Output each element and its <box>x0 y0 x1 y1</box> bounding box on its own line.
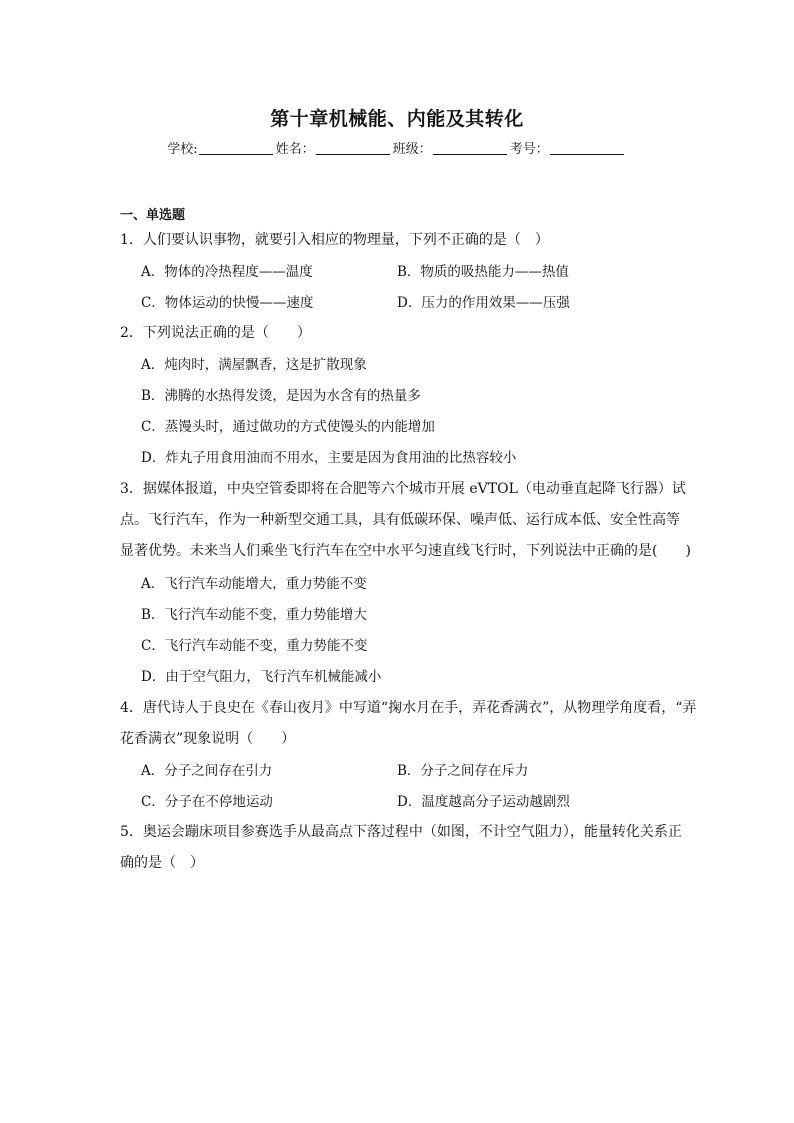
q3-option-d: D．由于空气阻力，飞行汽车机械能减小 <box>141 669 382 685</box>
question-4-stem-line-1: 4．唐代诗人于良史在《春山夜月》中写道“掬水月在手，弄花香满衣”，从物理学角度看，“弄 <box>120 700 697 716</box>
q1-option-c: C．物体运动的快慢——速度 <box>141 295 314 311</box>
q1-option-a: A．物体的冷热程度——温度 <box>141 264 313 280</box>
question-3-stem-line-3: 显著优势。未来当人们乘坐飞行汽车在空中水平匀速直线飞行时，下列说法中正确的是( ) <box>120 543 691 559</box>
class-blank <box>433 142 507 155</box>
q2-option-c: C．蒸馒头时，通过做功的方式使馒头的内能增加 <box>141 419 435 435</box>
page-title: 第十章机械能、内能及其转化 <box>270 108 524 130</box>
q2-option-d: D．炸丸子用食用油而不用水，主要是因为食用油的比热容较小 <box>141 450 517 466</box>
q1-option-d: D．压力的作用效果——压强 <box>397 295 570 311</box>
question-5-stem-line-1: 5．奥运会蹦床项目参赛选手从最高点下落过程中（如图，不计空气阻力），能量转化关系正 <box>120 824 682 840</box>
q3-option-c: C．飞行汽车动能不变，重力势能不变 <box>141 638 368 654</box>
question-1-stem: 1．人们要认识事物，就要引入相应的物理量，下列不正确的是（ ） <box>120 232 549 248</box>
q2-option-a: A．炖肉时，满屋飘香，这是扩散现象 <box>141 357 367 373</box>
name-blank <box>316 142 390 155</box>
question-4-stem-line-2: 花香满衣”现象说明（ ） <box>120 731 296 747</box>
q1-option-b: B．物质的吸热能力——热值 <box>397 264 569 280</box>
student-info-line <box>0 138 794 157</box>
section-heading: 一、单选题 <box>120 208 186 223</box>
school-blank <box>199 142 273 155</box>
number-label: 考号： <box>509 142 549 157</box>
question-3-stem-line-1: 3．据媒体报道，中央空管委即将在合肥等六个城市开展 eVTOL（电动垂直起降飞行器）试 <box>120 481 686 497</box>
q4-option-c: C．分子在不停地运动 <box>141 794 273 810</box>
q3-option-b: B．飞行汽车动能不变，重力势能增大 <box>141 607 367 623</box>
number-blank <box>550 142 624 155</box>
question-2-stem: 2．下列说法正确的是（ ） <box>120 325 311 341</box>
q4-option-b: B．分子之间存在斥力 <box>397 763 529 779</box>
q3-option-a: A．飞行汽车动能增大，重力势能不变 <box>141 576 367 592</box>
q4-option-d: D．温度越高分子运动越剧烈 <box>397 794 570 810</box>
question-3-stem-line-2: 点。飞行汽车，作为一种新型交通工具，具有低碳环保、噪声低、运行成本低、安全性高等 <box>120 512 680 528</box>
q4-option-a: A．分子之间存在引力 <box>141 763 273 779</box>
school-label: 学校: <box>167 142 198 157</box>
q2-option-b: B．沸腾的水热得发烫，是因为水含有的热量多 <box>141 388 421 404</box>
name-label: 姓名： <box>275 142 315 157</box>
class-label: 班级： <box>392 142 432 157</box>
question-5-stem-line-2: 确的是（ ） <box>120 855 204 871</box>
